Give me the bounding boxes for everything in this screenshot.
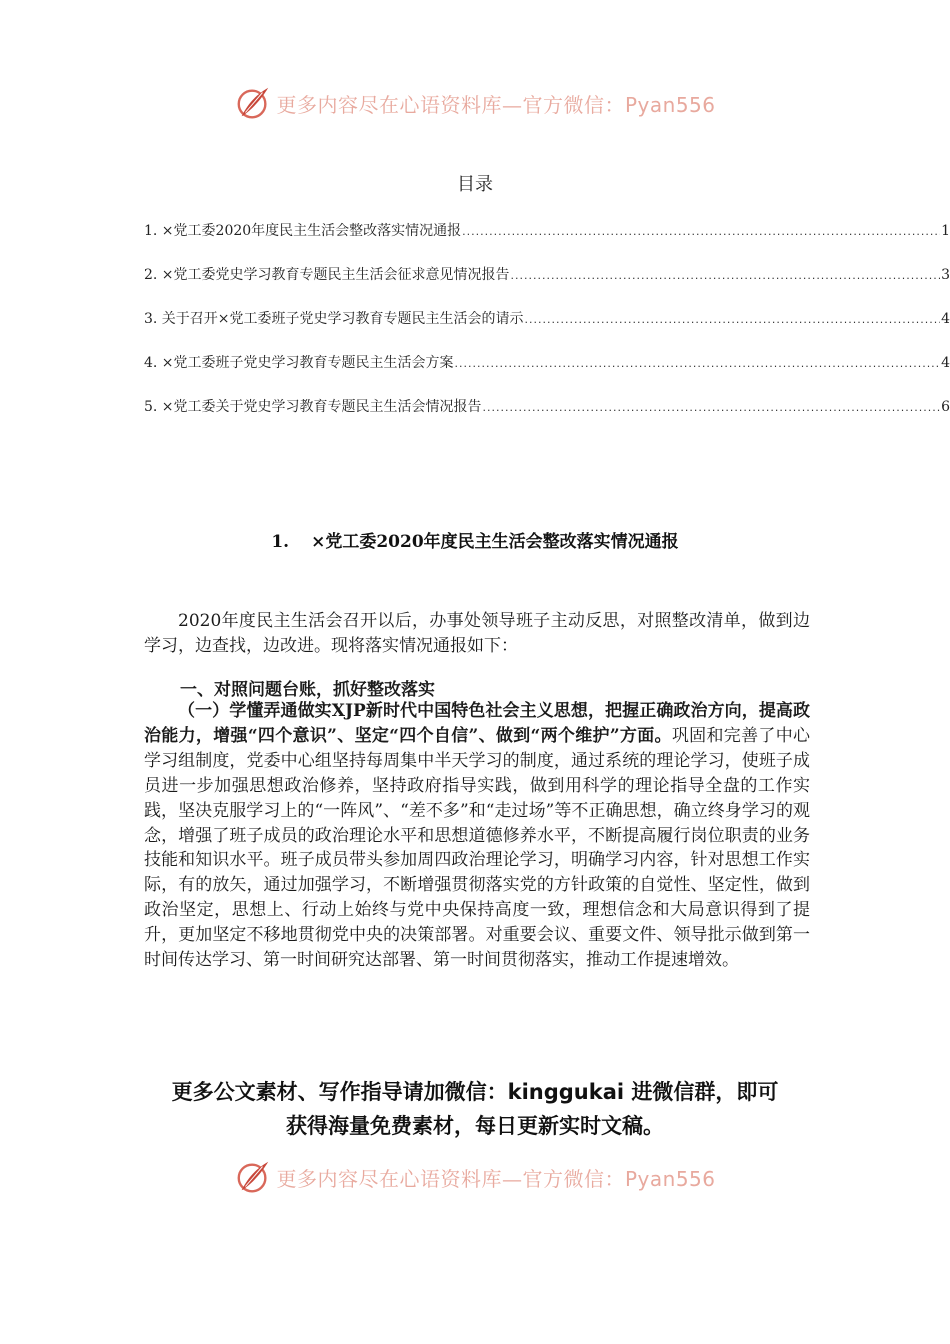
watermark-footer [0, 1152, 950, 1202]
toc-leader-dots [462, 225, 940, 238]
toc-leader-dots [455, 357, 941, 370]
toc-entry-1[interactable] [144, 220, 950, 244]
toc-entry-3[interactable] [144, 308, 950, 332]
toc-title: 目录 [457, 174, 493, 195]
watermark-text: 更多内容尽在心语资料库—官方微信：Pyan556 [276, 92, 716, 117]
promo-line-1: 更多公文素材、写作指导请加微信：kinggukai 进微信群，即可 [171, 1080, 779, 1104]
paragraph-body: 巩固和完善了中心学习组制度，党委中心组坚持每周集中半天学习的制度，通过系统的理论学习，使班子成员进一步加强思想政治修养，坚持政府指导实践，做到用科学的理论指导全盘的工作实践，坚决克服学习上的“一阵风”、“差不多”和“走过场”等不正确思想，确立终身学习的观念，增强了班子成员的政治理论水平和思想道德修养水平，不断提高履行岗位职责的业务技能和知识水平。班子成员带头参加周四政治理论学习，明确学习内容，针对思想工作实际，有的放矢，通过加强学习，不断增强贯彻落实党的方针政策的自觉性、坚定性，做到政治坚定，思想上、行动上始终与党中央保持高度一致，理想信念和大局意识得到了提升，更加坚定不移地贯彻党中央的决策部署。对重要会议、重要文件、领导批示做到第一时间传达学习、第一时间研究达部署、第一时间贯彻落实，推动工作提速增效。 [144, 725, 811, 971]
toc-leader-dots [511, 269, 941, 282]
toc-leader-dots [525, 313, 941, 326]
promo-banner [60, 1075, 890, 1143]
section-number: 1. [271, 532, 290, 552]
watermark-header [0, 78, 950, 128]
watermark-handle: Pyan556 [624, 92, 716, 117]
toc-entry-page: 6 [941, 399, 950, 415]
toc-entry-page: 4 [941, 311, 950, 327]
toc-entry-page: 1 [941, 223, 950, 239]
toc-entry-page: 4 [941, 355, 950, 371]
intro-paragraph: 2020年度民主生活会召开以后，办事处领导班子主动反思，对照整改清单，做到边学习，边查找，边改进。现将落实情况通报如下： [144, 611, 810, 656]
toc-entry-label: 3. 关于召开×党工委班子党史学习教育专题民主生活会的请示 [144, 311, 524, 327]
section-title: ×党工委2020年度民主生活会整改落实情况通报 [311, 532, 679, 552]
watermark-text: 更多内容尽在心语资料库—官方微信：Pyan556 [276, 1166, 716, 1191]
toc-entry-label: 5. ×党工委关于党史学习教育专题民主生活会情况报告 [144, 399, 482, 415]
watermark-handle: Pyan556 [624, 1166, 716, 1191]
toc-entry-4[interactable] [144, 352, 950, 376]
toc-entry-page: 3 [941, 267, 950, 283]
toc-leader-dots [483, 401, 941, 414]
section-heading [0, 527, 950, 552]
main-paragraph [144, 699, 810, 973]
promo-line-2: 获得海量免费素材，每日更新实时文稿。 [286, 1114, 664, 1138]
paragraph-lead: （一）学懂弄通做实XJP新时代中国特色社会主义思想，把握正确政治方向，提高政治能力，增强“四个意识”、坚定“四个自信”、做到“两个维护”方面。 [144, 701, 810, 746]
toc-entry-label: 2. ×党工委党史学习教育专题民主生活会征求意见情况报告 [144, 267, 510, 283]
quill-pen-icon [234, 1158, 272, 1196]
toc-entry-2[interactable] [144, 264, 950, 288]
toc-entry-label: 4. ×党工委班子党史学习教育专题民主生活会方案 [144, 355, 454, 371]
quill-pen-icon [234, 84, 272, 122]
subheading-1: 一、对照问题台账，抓好整改落实 [180, 680, 435, 700]
toc-entry-5[interactable] [144, 396, 950, 420]
toc-entry-label: 1. ×党工委2020年度民主生活会整改落实情况通报 [144, 223, 462, 239]
